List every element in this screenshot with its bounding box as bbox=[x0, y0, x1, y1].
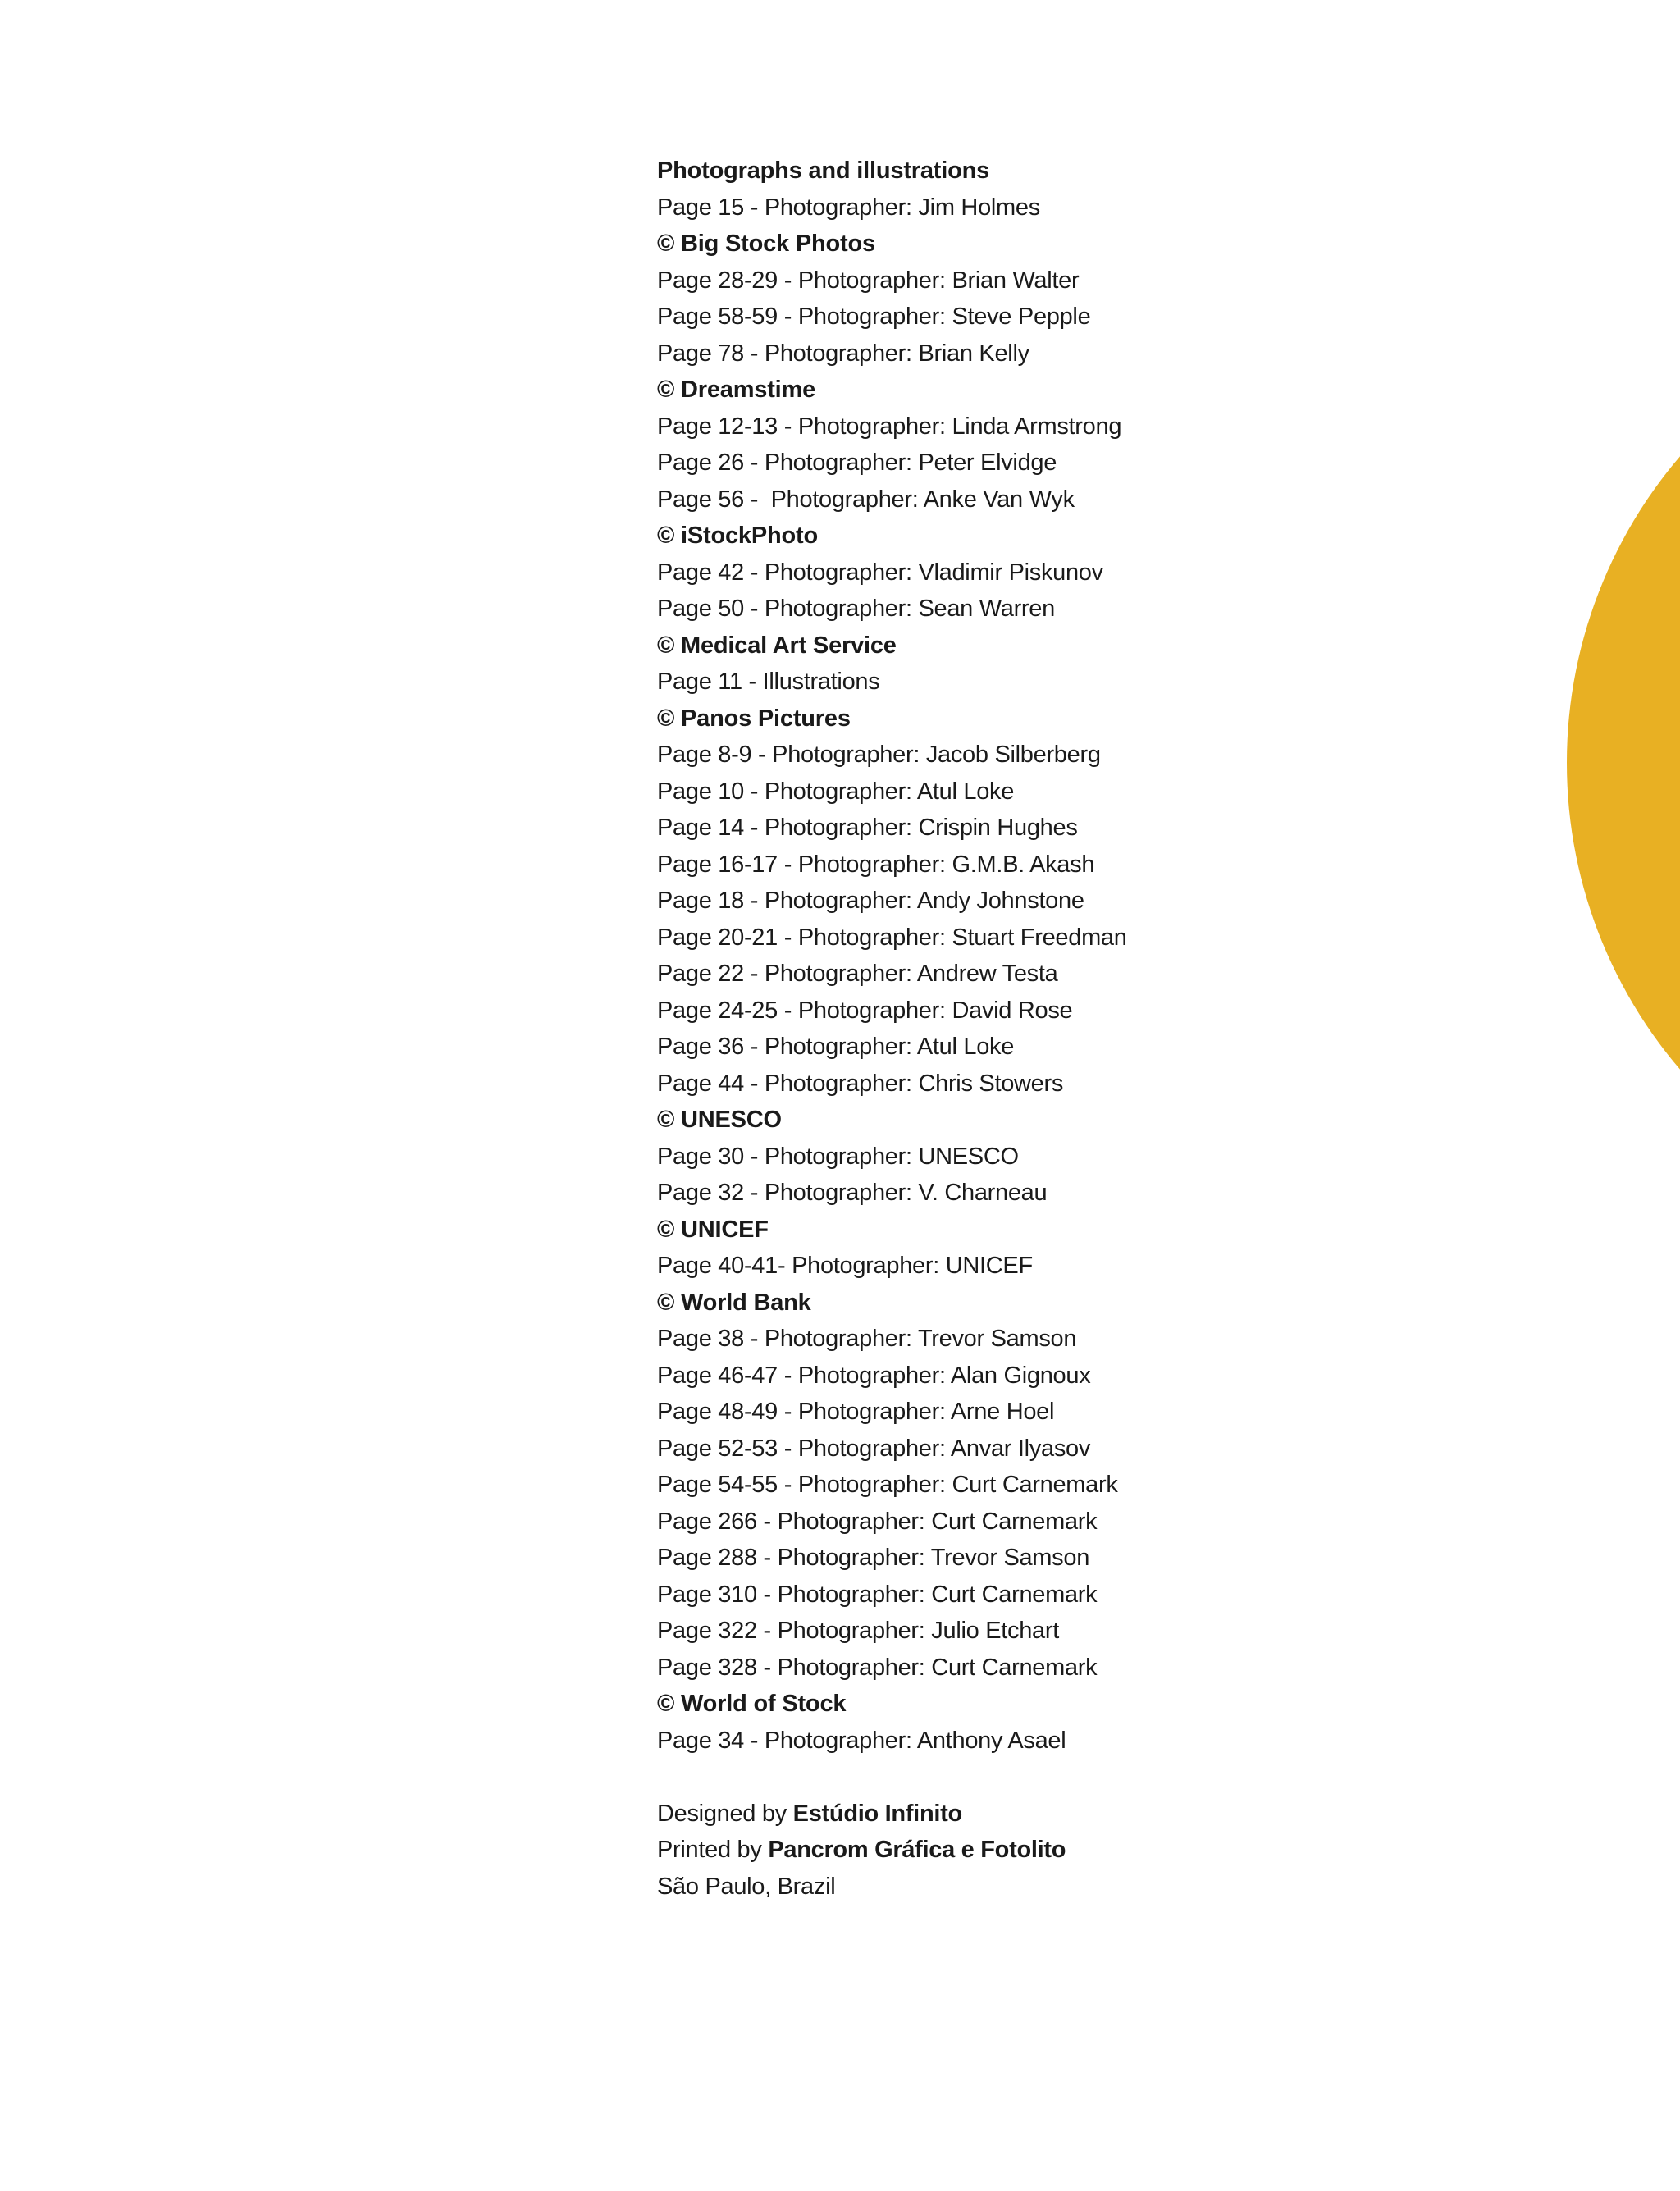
credit-entry: Page 328 - Photographer: Curt Carnemark bbox=[657, 1654, 1098, 1681]
credit-entry: Page 26 - Photographer: Peter Elvidge bbox=[657, 450, 1057, 476]
credit-entry: Page 50 - Photographer: Sean Warren bbox=[657, 596, 1055, 622]
credit-entry: Page 10 - Photographer: Atul Loke bbox=[657, 778, 1015, 805]
credits-list bbox=[657, 189, 1477, 1760]
credit-entry: Page 28-29 - Photographer: Brian Walter bbox=[657, 267, 1080, 294]
credit-entry: Page 15 - Photographer: Jim Holmes bbox=[657, 194, 1040, 221]
credit-entry: Page 40-41- Photographer: UNICEF bbox=[657, 1253, 1033, 1279]
credits-block bbox=[657, 153, 1477, 1905]
credit-entry: Page 54-55 - Photographer: Curt Carnemark bbox=[657, 1472, 1118, 1498]
credit-entry: Page 78 - Photographer: Brian Kelly bbox=[657, 340, 1029, 367]
designed-by-line bbox=[657, 1796, 1477, 1833]
credit-entry: Page 24-25 - Photographer: David Rose bbox=[657, 997, 1073, 1024]
printed-by-line bbox=[657, 1832, 1477, 1869]
credit-source-heading: © UNICEF bbox=[657, 1216, 769, 1243]
printer-name: Pancrom Gráfica e Fotolito bbox=[768, 1837, 1066, 1863]
credit-source-heading: © Medical Art Service bbox=[657, 632, 897, 659]
printed-by-prefix: Printed by bbox=[657, 1837, 769, 1863]
credit-entry: Page 38 - Photographer: Trevor Samson bbox=[657, 1326, 1077, 1352]
credit-entry: Page 18 - Photographer: Andy Johnstone bbox=[657, 888, 1084, 914]
credit-source-heading: © World of Stock bbox=[657, 1691, 847, 1717]
credit-entry: Page 20-21 - Photographer: Stuart Freedman bbox=[657, 924, 1127, 951]
credit-source-heading: © iStockPhoto bbox=[657, 523, 818, 549]
location-line: São Paulo, Brazil bbox=[657, 1873, 836, 1900]
credit-entry: Page 58-59 - Photographer: Steve Pepple bbox=[657, 304, 1091, 330]
credit-entry: Page 52-53 - Photographer: Anvar Ilyasov bbox=[657, 1435, 1091, 1462]
credit-source-heading: © World Bank bbox=[657, 1289, 811, 1316]
credit-entry: Page 48-49 - Photographer: Arne Hoel bbox=[657, 1399, 1055, 1425]
credit-source-heading: © Big Stock Photos bbox=[657, 231, 875, 257]
credit-entry: Page 322 - Photographer: Julio Etchart bbox=[657, 1618, 1059, 1644]
credit-entry: Page 266 - Photographer: Curt Carnemark bbox=[657, 1508, 1098, 1535]
credit-entry: Page 16-17 - Photographer: G.M.B. Akash bbox=[657, 851, 1095, 878]
credit-source-heading: © UNESCO bbox=[657, 1107, 782, 1133]
designer-name: Estúdio Infinito bbox=[792, 1800, 962, 1827]
credit-entry: Page 42 - Photographer: Vladimir Piskunov bbox=[657, 559, 1103, 586]
credit-entry: Page 8-9 - Photographer: Jacob Silberberg bbox=[657, 742, 1101, 768]
credit-entry: Page 11 - Illustrations bbox=[657, 669, 880, 695]
section-spacer bbox=[657, 1759, 1477, 1796]
credit-entry: Page 36 - Photographer: Atul Loke bbox=[657, 1034, 1015, 1060]
designed-by-prefix: Designed by bbox=[657, 1800, 793, 1827]
credit-source-heading: © Dreamstime bbox=[657, 377, 816, 403]
credit-source-heading: © Panos Pictures bbox=[657, 705, 851, 732]
credit-entry: Page 14 - Photographer: Crispin Hughes bbox=[657, 815, 1078, 841]
credit-entry: Page 30 - Photographer: UNESCO bbox=[657, 1143, 1019, 1170]
credit-entry: Page 34 - Photographer: Anthony Asael bbox=[657, 1727, 1066, 1754]
decorative-yellow-circle bbox=[1567, 291, 1680, 1235]
credit-entry: Page 32 - Photographer: V. Charneau bbox=[657, 1180, 1048, 1206]
credit-entry: Page 46-47 - Photographer: Alan Gignoux bbox=[657, 1362, 1091, 1389]
credit-entry: Page 288 - Photographer: Trevor Samson bbox=[657, 1545, 1090, 1571]
credit-entry: Page 44 - Photographer: Chris Stowers bbox=[657, 1070, 1064, 1097]
credit-entry: Page 56 - Photographer: Anke Van Wyk bbox=[657, 486, 1075, 513]
credit-entry: Page 310 - Photographer: Curt Carnemark bbox=[657, 1581, 1098, 1608]
credit-entry: Page 22 - Photographer: Andrew Testa bbox=[657, 961, 1058, 987]
credits-heading: Photographs and illustrations bbox=[657, 157, 990, 184]
credit-entry: Page 12-13 - Photographer: Linda Armstrong bbox=[657, 413, 1122, 440]
